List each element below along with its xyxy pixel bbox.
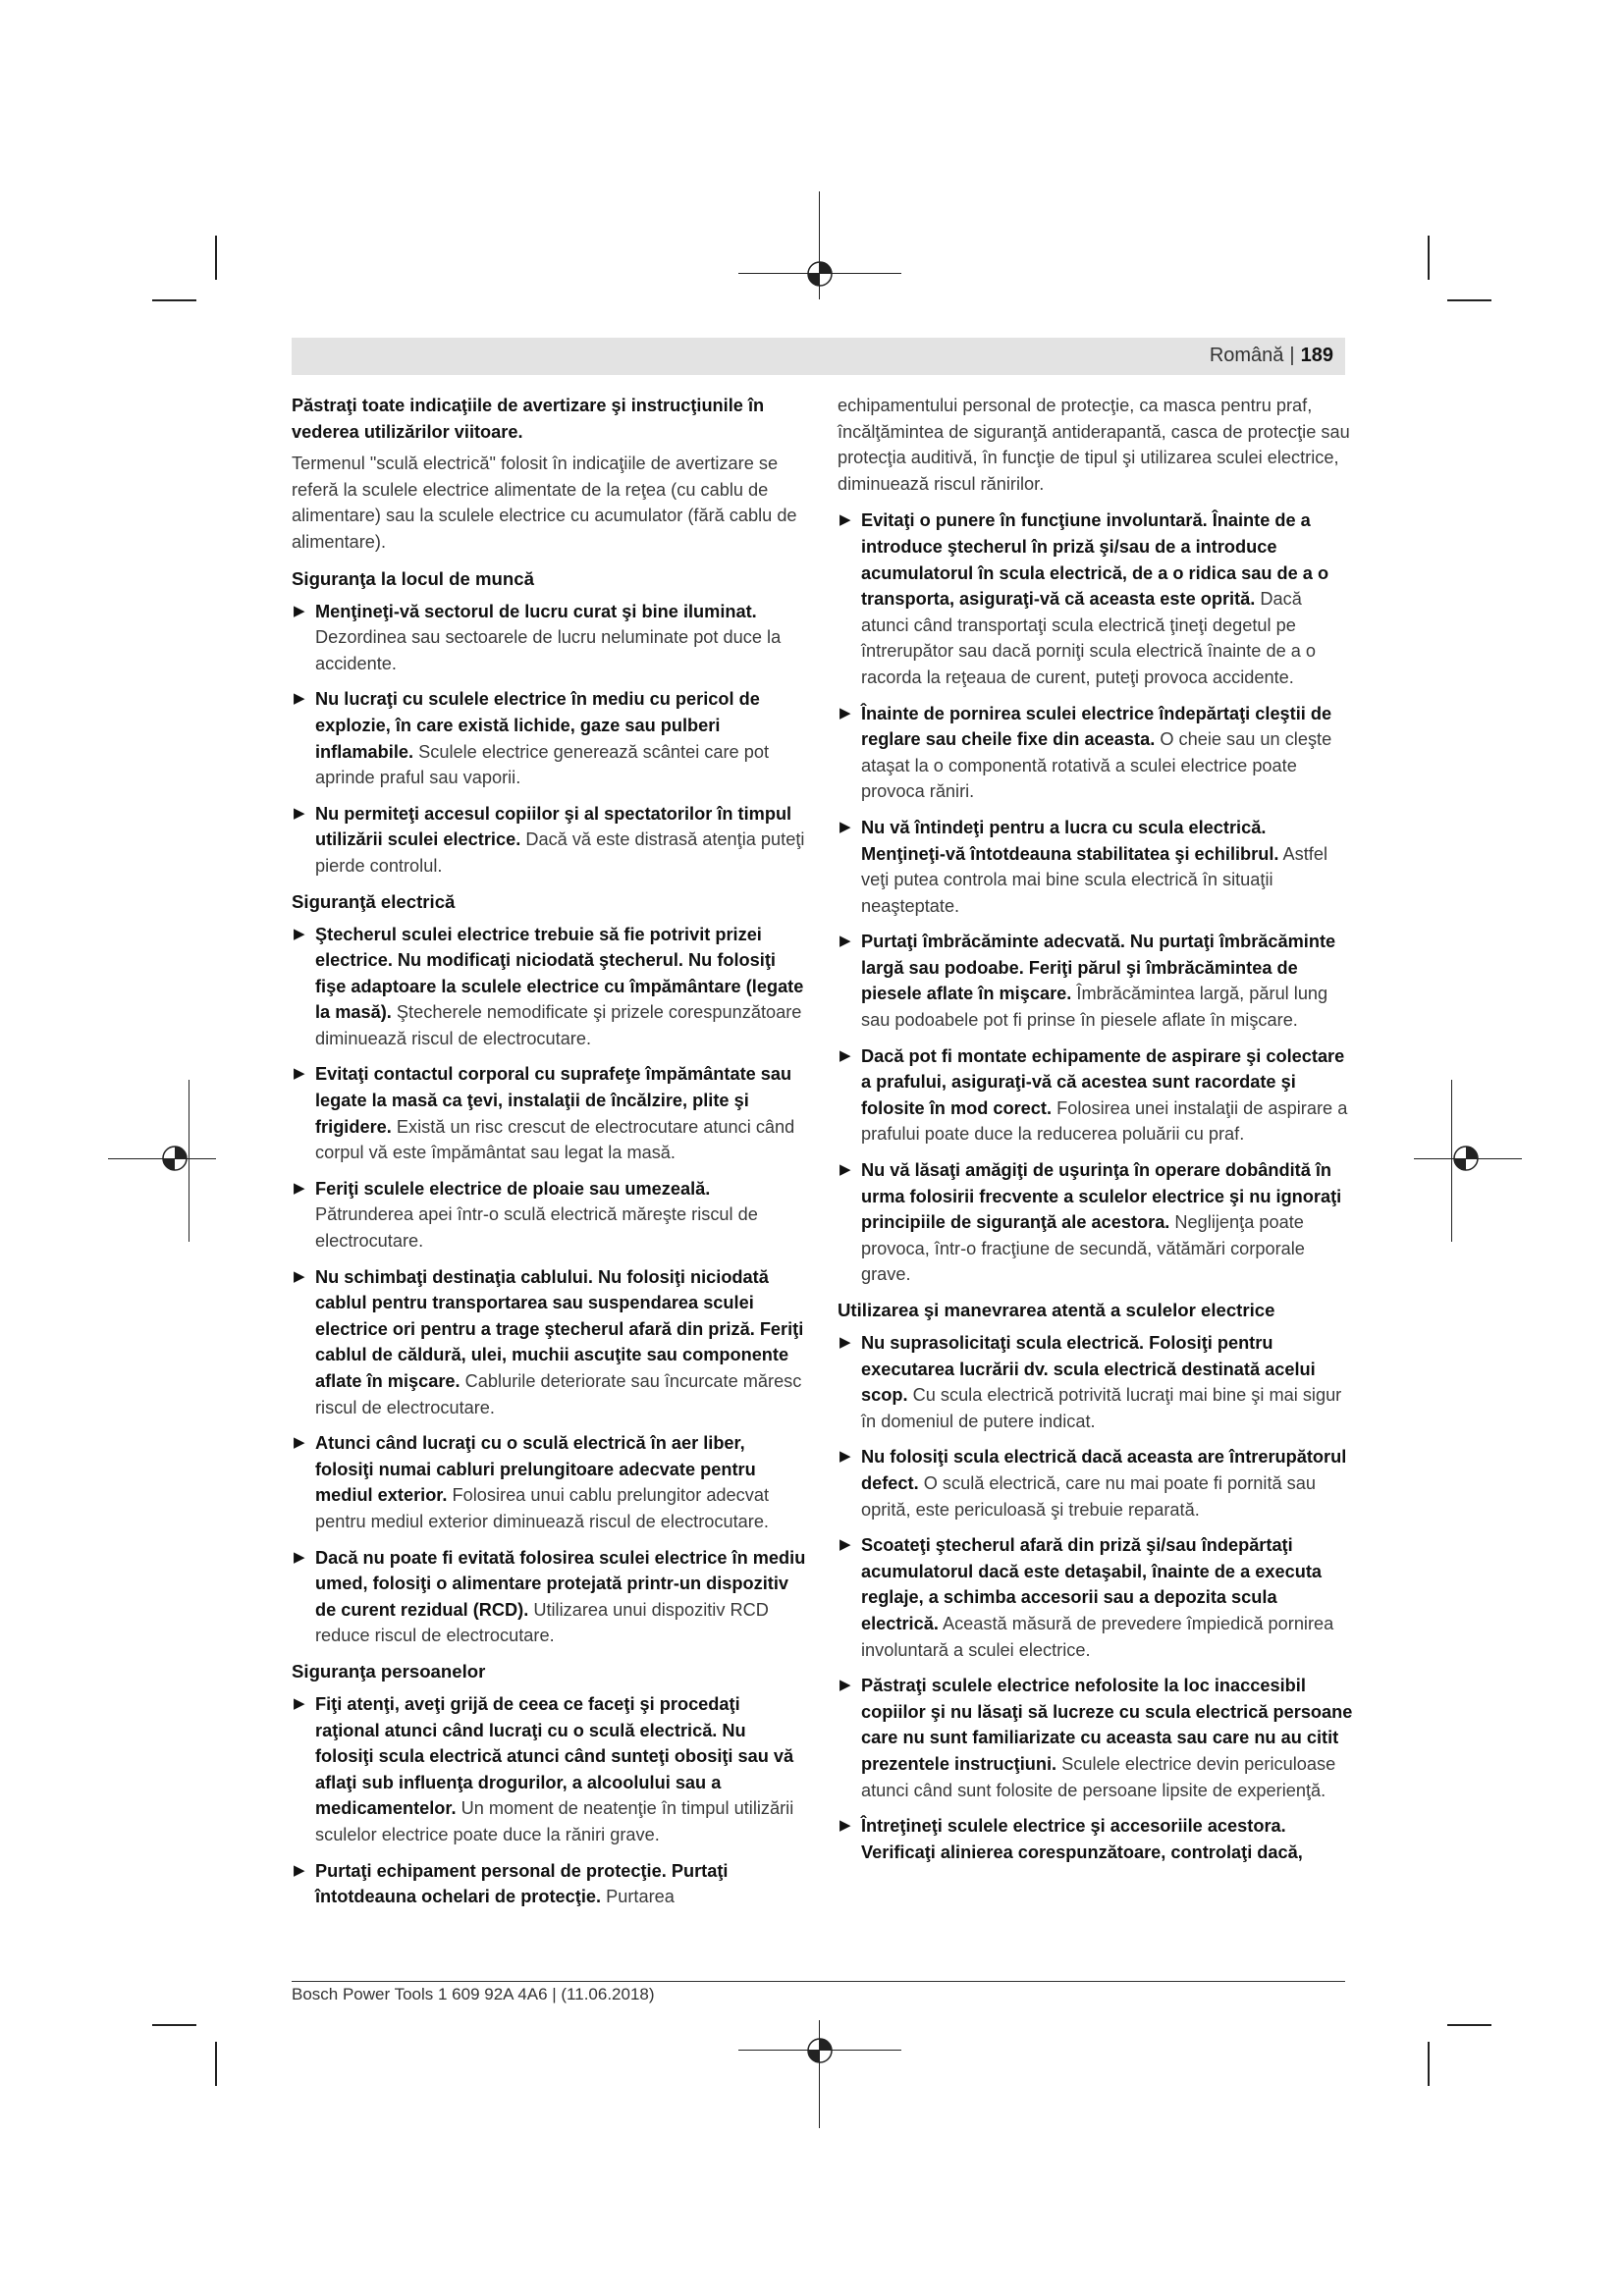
crop-mark: [1447, 299, 1491, 301]
item-text: Utilizarea unui dispozitiv RCD reduce riscul de electrocutare.: [315, 1599, 769, 1646]
crop-mark: [152, 2024, 196, 2026]
list-item: [838, 507, 1353, 690]
list-item: [292, 1061, 807, 1165]
item-text: Astfel veţi putea controla mai bine scula electrică în situaţii neaşteptate.: [861, 843, 1328, 916]
item-bold: Menţineţi-vă sectorul de lucru curat şi bine iluminat.: [315, 601, 757, 621]
item-bold: Nu vă întindeţi pentru a lucra cu scula electrică. Menţineţi-vă întotdeauna stabilitatea şi echilibrul.: [861, 817, 1279, 864]
footer-rule: [292, 1981, 1345, 1982]
page-header: [292, 338, 1345, 375]
list-item: [292, 801, 807, 880]
personal-list-continued: [838, 507, 1353, 1288]
item-text: Această măsură de prevedere împiedică pornirea involuntară a sculei electrice.: [861, 1613, 1334, 1660]
right-column: [838, 393, 1353, 1875]
list-item: [292, 1430, 807, 1534]
item-bold: Nu permiteţi accesul copiilor şi al spectatorilor în timpul utilizării sculei electrice.: [315, 803, 792, 850]
bullet-arrow-icon: ▶: [839, 1536, 851, 1554]
registration-target-icon: [805, 259, 835, 289]
item-bold: Întreţineţi sculele electrice şi accesoriile acestora. Verificaţi alinierea corespunzătoare, controlaţi dacă,: [861, 1816, 1303, 1862]
item-bold: Feriţi sculele electrice de ploaie sau umezeală.: [315, 1178, 711, 1199]
personal-list: [292, 1691, 807, 1910]
item-text: O cheie sau un cleşte ataşat la o componentă rotativă a sculei electrice poate provoca răniri.: [861, 729, 1332, 802]
header-separator: |: [1289, 345, 1295, 366]
header-text: [1210, 345, 1333, 367]
section-title-tool-use: Utilizarea şi manevrarea atentă a sculelor electrice: [838, 1300, 1275, 1320]
crop-mark: [215, 2042, 217, 2086]
item-bold: Nu vă lăsaţi amăgiţi de uşurinţa în operare dobândită în urma folosirii frecvente a sculelor electrice şi nu ignoraţi principiile de siguranţă ale acestora.: [861, 1160, 1342, 1233]
list-item: [838, 929, 1353, 1033]
section-title-electrical: Siguranţă electrică: [292, 890, 456, 912]
item-bold: Fiţi atenţi, aveţi grijă de ceea ce faceţi şi procedaţi raţional atunci când lucraţi cu o sculă electrică. Nu folosiţi scula electrică atunci când sunteţi obosiţi sau vă aflaţi sub influenţa drogurilor, a alcoolului sau a medicamentelor.: [315, 1693, 794, 1819]
list-item: [838, 701, 1353, 805]
crop-mark: [1428, 2042, 1430, 2086]
item-bold: Dacă nu poate fi evitată folosirea sculei electrice în mediu umed, folosiţi o alimentare protejată printr-un dispozitiv de curent rezidual (RCD).: [315, 1547, 806, 1620]
list-item: [292, 1264, 807, 1421]
item-text: Îmbrăcămintea largă, părul lung sau podoabele pot fi prinse în piesele aflate în mişcare.: [861, 984, 1328, 1031]
page-footer: Bosch Power Tools 1 609 92A 4A6 | (11.06.2018): [292, 1985, 655, 2003]
list-item: [292, 922, 807, 1052]
bullet-arrow-icon: ▶: [839, 704, 851, 721]
item-bold: Nu folosiţi scula electrică dacă aceasta are întrerupătorul defect.: [861, 1447, 1347, 1493]
item-bold: Înainte de pornirea sculei electrice îndepărtaţi cleştii de reglare sau cheile fixe din aceasta.: [861, 703, 1332, 750]
list-item: [838, 1673, 1353, 1803]
bullet-arrow-icon: ▶: [839, 933, 851, 950]
item-bold: Scoateţi ştecherul afară din priză şi/sau îndepărtaţi acumulatorul dacă este detaşabil, înainte de a executa reglaje, a schimba accesorii sau a depozita scula electrică.: [861, 1535, 1323, 1633]
list-item: [838, 815, 1353, 919]
item-text: Ştecherele nemodificate şi prizele corespunzătoare diminuează riscul de electrocutare.: [315, 1002, 802, 1048]
crop-mark: [152, 299, 196, 301]
item-text: O sculă electrică, care nu mai poate fi pornită sau oprită, este periculoasă şi trebuie reparată.: [861, 1472, 1317, 1520]
bullet-arrow-icon: ▶: [294, 1179, 305, 1197]
item-text: Purtarea: [606, 1887, 675, 1907]
bullet-arrow-icon: ▶: [839, 818, 851, 835]
item-bold: Purtaţi echipament personal de protecţie. Purtaţi întotdeauna ochelari de protecţie.: [315, 1860, 729, 1907]
item-text: Dezordinea sau sectoarele de lucru neluminate pot duce la accidente.: [315, 627, 782, 673]
bullet-arrow-icon: ▶: [839, 1817, 851, 1835]
intro-text: Termenul "sculă electrică" folosit în indicaţiile de avertizare se referă la sculele electrice alimentate de la reţea (cu cablu de alimentare) sau la sculele electrice cu acumulator (fără cablu de alimentare).: [292, 454, 797, 552]
list-item: [292, 1858, 807, 1910]
electrical-list: [292, 922, 807, 1649]
left-column: [292, 393, 807, 1920]
crop-mark: [1428, 236, 1430, 280]
registration-target-icon: [1451, 1144, 1481, 1173]
item-text: Sculele electrice generează scântei care pot aprinde praful sau vaporii.: [315, 741, 770, 788]
continuation-text: echipamentului personal de protecţie, ca masca pentru praf, încălţămintea de siguranţă antiderapantă, casca de protecţie sau protecţia auditivă, în funcţie de tipul şi utilizarea sculei electrice, diminuează riscul rănirilor.: [838, 396, 1350, 494]
bullet-arrow-icon: ▶: [839, 1161, 851, 1179]
tool-use-list: [838, 1330, 1353, 1865]
list-item: [292, 1545, 807, 1649]
bullet-arrow-icon: ▶: [294, 925, 305, 942]
work-area-list: [292, 599, 807, 880]
list-item: [838, 1330, 1353, 1434]
list-item: [838, 1813, 1353, 1865]
item-bold: Nu suprasolicitaţi scula electrică. Folosiţi pentru executarea lucrării dv. scula electrică destinată acelui scop.: [861, 1333, 1316, 1406]
item-text: Cablurile deteriorate sau încurcate măresc riscul de electrocutare.: [315, 1371, 802, 1417]
bullet-arrow-icon: ▶: [294, 602, 305, 619]
item-bold: Evitaţi o punere în funcţiune involuntară. Înainte de a introduce ştecherul în priză şi/sau de a introduce acumulatorul în scula electrică, de a o ridica sau de a o transporta, asiguraţi-vă că aceasta este oprită.: [861, 510, 1329, 610]
intro-bold: Păstraţi toate indicaţiile de avertizare şi instrucţiunile în vederea utilizărilor viitoare.: [292, 396, 765, 442]
item-text: Există un risc crescut de electrocutare atunci când corpul vă este împământat sau legat la masă.: [315, 1116, 795, 1163]
bullet-arrow-icon: ▶: [839, 1448, 851, 1466]
section-title-work-area: Siguranţa la locul de muncă: [292, 567, 534, 589]
item-text: Un moment de neatenţie în timpul utilizării sculelor electrice poate duce la răniri grave.: [315, 1798, 794, 1844]
item-text: Pătrunderea apei într-o sculă electrică măreşte riscul de electrocutare.: [315, 1204, 758, 1252]
section-title-personal: Siguranţa persoanelor: [292, 1660, 486, 1682]
item-text: Dacă atunci când transportaţi scula electrică ţineţi degetul pe întrerupător sau dacă porniţi scula electrică înainte de a o racorda la reţeaua de curent, puteţi provoca accidente.: [861, 589, 1317, 687]
bullet-arrow-icon: ▶: [294, 1267, 305, 1285]
registration-target-icon: [160, 1144, 189, 1173]
page-number: 189: [1300, 345, 1333, 366]
item-bold: Atunci când lucraţi cu o sculă electrică în aer liber, folosiţi numai cabluri prelungitoare adecvate pentru mediul exterior.: [315, 1433, 756, 1506]
item-bold: Nu lucraţi cu sculele electrice în mediu cu pericol de explozie, în care există lichide, gaze sau pulberi inflamabile.: [315, 689, 760, 762]
bullet-arrow-icon: ▶: [294, 1434, 305, 1452]
bullet-arrow-icon: ▶: [294, 804, 305, 822]
list-item: [292, 599, 807, 677]
header-language: Română: [1209, 345, 1284, 366]
bullet-arrow-icon: ▶: [294, 1065, 305, 1083]
item-text: Dacă vă este distrasă atenţia puteţi pierde controlul.: [315, 829, 805, 876]
item-bold: Dacă pot fi montate echipamente de aspirare şi colectare a prafului, asiguraţi-vă că acestea sunt racordate şi folosite în mod corect.: [861, 1045, 1345, 1118]
item-text: Sculele electrice devin periculoase atunci când sunt folosite de persoane lipsite de experienţă.: [861, 1753, 1336, 1800]
bullet-arrow-icon: ▶: [839, 1046, 851, 1064]
bullet-arrow-icon: ▶: [839, 1677, 851, 1694]
item-text: Cu scula electrică potrivită lucraţi mai bine şi mai sigur în domeniul de putere indicat.: [861, 1385, 1342, 1431]
item-bold: Păstraţi sculele electrice nefolosite la loc inaccesibil copiilor şi nu lăsaţi să lucreze cu scula electrică persoane care nu sunt familiarizate cu aceasta sau care nu au citit prezentele instrucţiuni.: [861, 1676, 1353, 1774]
bullet-arrow-icon: ▶: [294, 1861, 305, 1879]
item-bold: Purtaţi îmbrăcăminte adecvată. Nu purtaţi îmbrăcăminte largă sau podoabe. Feriţi părul şi îmbrăcămintea de piesele aflate în mişcare.: [861, 932, 1336, 1004]
crop-mark: [1447, 2024, 1491, 2026]
bullet-arrow-icon: ▶: [294, 1548, 305, 1566]
bullet-arrow-icon: ▶: [839, 1334, 851, 1351]
list-item: [292, 1691, 807, 1848]
item-text: Folosirea unui cablu prelungitor adecvat pentru mediul exterior diminuează riscul de electrocutare.: [315, 1485, 770, 1531]
bullet-arrow-icon: ▶: [294, 690, 305, 708]
item-text: Folosirea unei instalaţii de aspirare a prafului poate duce la reducerea poluării cu praf.: [861, 1097, 1348, 1145]
bullet-arrow-icon: ▶: [839, 511, 851, 529]
crop-mark: [215, 236, 217, 280]
item-bold: Nu schimbaţi destinaţia cablului. Nu folosiţi niciodată cablul pentru transportarea sau suspendarea sculei electrice ori pentru a trage ştecherul afară din priză. Feriţi cablul de căldură, ulei, muchii ascuţite sau componente aflate în mişcare.: [315, 1266, 804, 1391]
item-bold: Ştecherul sculei electrice trebuie să fie potrivit prizei electrice. Nu modificaţi niciodată ştecherul. Nu folosiţi fişe adaptoare la sculele electrice cu împământare (legate la masă).: [315, 924, 804, 1023]
registration-target-icon: [805, 2036, 835, 2065]
list-item: [292, 1176, 807, 1255]
list-item: [838, 1444, 1353, 1522]
item-text: Neglijenţa poate provoca, într-o fracţiune de secundă, vătămări corporale grave.: [861, 1212, 1305, 1285]
list-item: [838, 1043, 1353, 1148]
list-item: [838, 1157, 1353, 1288]
item-bold: Evitaţi contactul corporal cu suprafeţe împământate sau legate la masă ca ţevi, instalaţii de încălzire, plite şi frigidere.: [315, 1064, 792, 1137]
list-item: [838, 1532, 1353, 1663]
list-item: [292, 686, 807, 790]
bullet-arrow-icon: ▶: [294, 1694, 305, 1712]
